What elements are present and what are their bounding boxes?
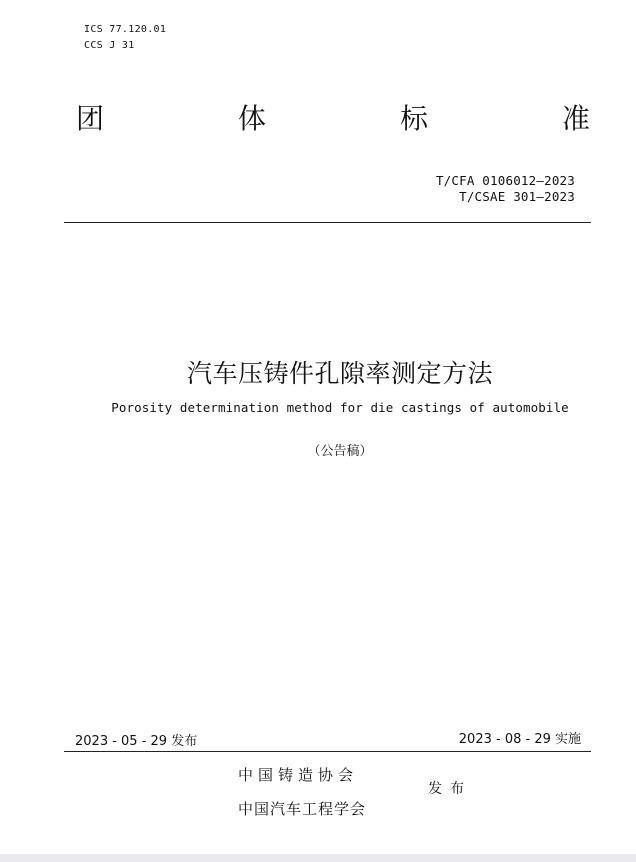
standard-number-cfa: T/CFA 0106012—2023 [435,173,575,188]
draft-status: （公告稿） [307,444,373,459]
doc-type-char-2: 体 [238,102,267,135]
ics-code: ICS 77.120.01 [84,24,167,35]
standard-number-csae: T/CSAE 301—2023 [459,189,575,204]
issue-date: 2023 - 05 - 29 发布 [75,734,198,749]
doc-type-char-3: 标 [400,102,429,135]
chinese-title: 汽车压铸件孔隙率测定方法 [186,359,493,388]
implementation-date: 2023 - 08 - 29 实施 [458,732,581,747]
top-divider [64,222,591,223]
publisher-foundry-association: 中国铸造协会 [238,766,359,784]
doc-type-char-4: 准 [562,102,591,135]
page-bottom-band [0,854,636,862]
bottom-divider [64,751,591,752]
publish-label: 发布 [428,781,472,797]
ccs-code: CCS J 31 [84,40,135,51]
publisher-sae-china: 中国汽车工程学会 [238,800,367,818]
doc-type-char-1: 团 [76,102,105,135]
english-title: Porosity determination method for die castings of automobile [111,400,569,415]
